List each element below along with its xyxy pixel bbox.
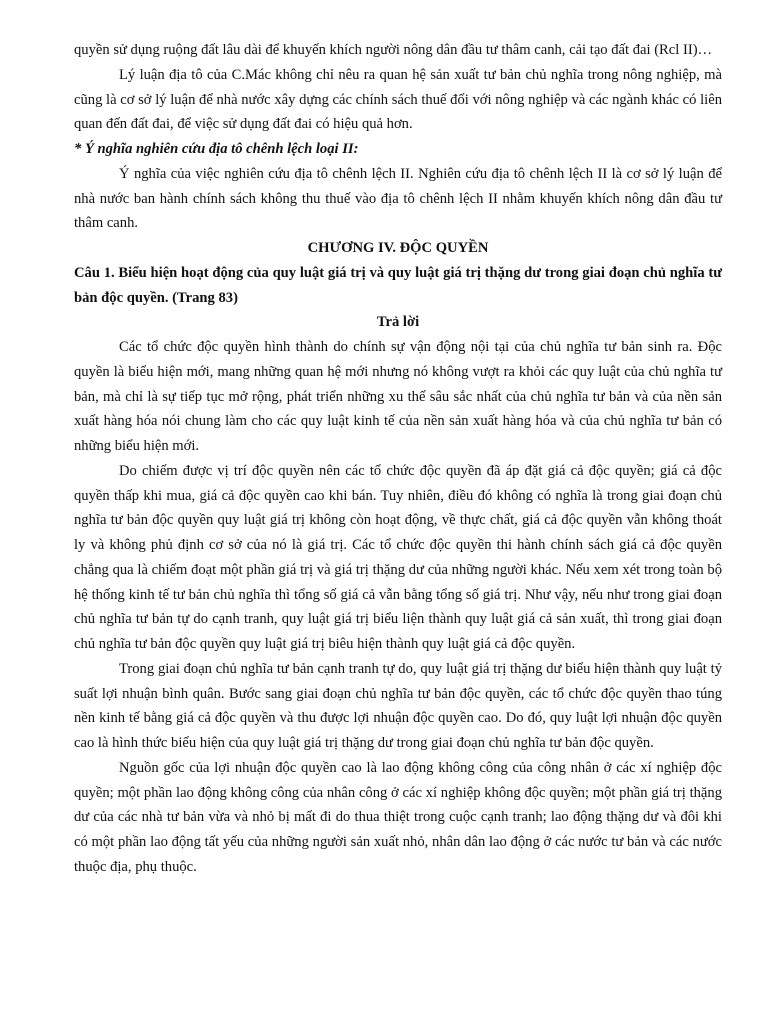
chapter-title: CHƯƠNG IV. ĐỘC QUYỀN	[307, 240, 489, 256]
answer-heading: Trả lời	[376, 314, 420, 331]
document-page	[74, 38, 722, 880]
body-paragraph: Các tổ chức độc quyền hình thành do chính sự vận động nội tại của chủ nghĩa tư bản sinh ra. Độc quyền là biểu hiện mới, mang những quan hệ mới nhưng nó không vượt ra khỏi các quy luật của chủ nghĩa tư bản, mà chỉ là sự tiếp tục mở rộng, phát triển những xu thế sâu sắc nhất của chủ nghĩa tư bản và của nền sản xuất hàng hóa nói chung làm cho các quy luật kinh tế của nền sản xuất hàng hóa và của chủ nghĩa tư bản có những biểu hiện mới.	[74, 339, 722, 454]
continued-paragraph: quyền sử dụng ruộng đất lâu dài để khuyến khích người nông dân đầu tư thâm canh, cải tạo đất đai (Rcl II)…	[74, 42, 713, 58]
body-paragraph: Trong giai đoạn chủ nghĩa tư bản cạnh tranh tự do, quy luật giá trị thặng dư biểu hiện thành quy luật tỷ suất lợi nhuận bình quân. Bước sang giai đoạn chủ nghĩa tư bản độc quyền, các tổ chức độc quyền thao túng nền kinh tế bằng giá cả độc quyền và thu được lợi nhuận độc quyền cao. Do đó, quy luật lợi nhuận độc quyền cao là hình thức biểu hiện của quy luật giá trị thặng dư trong giai đoạn chủ nghĩa tư bản độc quyền.	[74, 660, 722, 751]
body-paragraph: Lý luận địa tô của C.Mác không chỉ nêu ra quan hệ sản xuất tư bản chủ nghĩa trong nông nghiệp, mà cũng là cơ sở lý luận để nhà nước xây dựng các chính sách thuế đối với nông nghiệp và các ngành khác có liên quan đến đất đai, để việc sử dụng đất đai có hiệu quả hơn.	[74, 66, 722, 133]
section-subheading: * Ý nghĩa nghiên cứu địa tô chênh lệch loại II:	[74, 141, 359, 157]
body-paragraph: Do chiếm được vị trí độc quyền nên các tổ chức độc quyền đã áp đặt giá cả độc quyền; giá cả độc quyền thấp khi mua, giá cả độc quyền cao khi bán. Tuy nhiên, điều đó không có nghĩa là trong giai đoạn chủ nghĩa tư bản độc quyền quy luật giá trị không còn hoạt động, về thực chất, giá cả độc quyền vẫn không thoát ly và không phủ định cơ sở của nó là giá trị. Các tổ chức độc quyền thi hành chính sách giá cả độc quyền chẳng qua là chiếm đoạt một phần giá trị và giá trị thặng dư của những người khác. Nếu xem xét trong toàn bộ hệ thống kinh tế tư bản chủ nghĩa thì tổng số giá cả vẫn bằng tổng số giá trị. Như vậy, nếu như trong giai đoạn chủ nghĩa tư bản tự do cạnh tranh, quy luật giá trị biểu liện thành quy luật giá cả sản xuất, thì trong giai đoạn chủ nghĩa tư bản độc quyền quy luật giá trị biêu hiện thành quy luật giá cả độc quyền.	[74, 462, 722, 652]
body-paragraph: Nguồn gốc của lợi nhuận độc quyền cao là lao động không công của công nhân ở các xí nghiệp độc quyền; một phần lao động không công của nhân công ở các xí nghiệp không độc quyền; một phần giá trị thặng dư của các nhà tư bản vừa và nhỏ bị mất đi do thua thiệt trong cuộc cạnh tranh; lao động thặng dư và đôi khi có một phần lao động tất yếu của những người sản xuất nhỏ, nhân dân lao động ở các nước tư bản và các nước thuộc địa, phụ thuộc.	[74, 759, 722, 875]
question-heading: Câu 1. Biểu hiện hoạt động của quy luật giá trị và quy luật giá trị thặng dư trong giai đoạn chủ nghĩa tư bản độc quyền. (Trang 83)	[74, 264, 722, 306]
body-paragraph: Ý nghĩa của việc nghiên cứu địa tô chênh lệch II. Nghiên cứu địa tô chênh lệch II là cơ sở lý luận để nhà nước ban hành chính sách không thu thuế vào địa tô chênh lệch II nhằm khuyến khích nông dân đầu tư thâm canh.	[74, 165, 722, 232]
